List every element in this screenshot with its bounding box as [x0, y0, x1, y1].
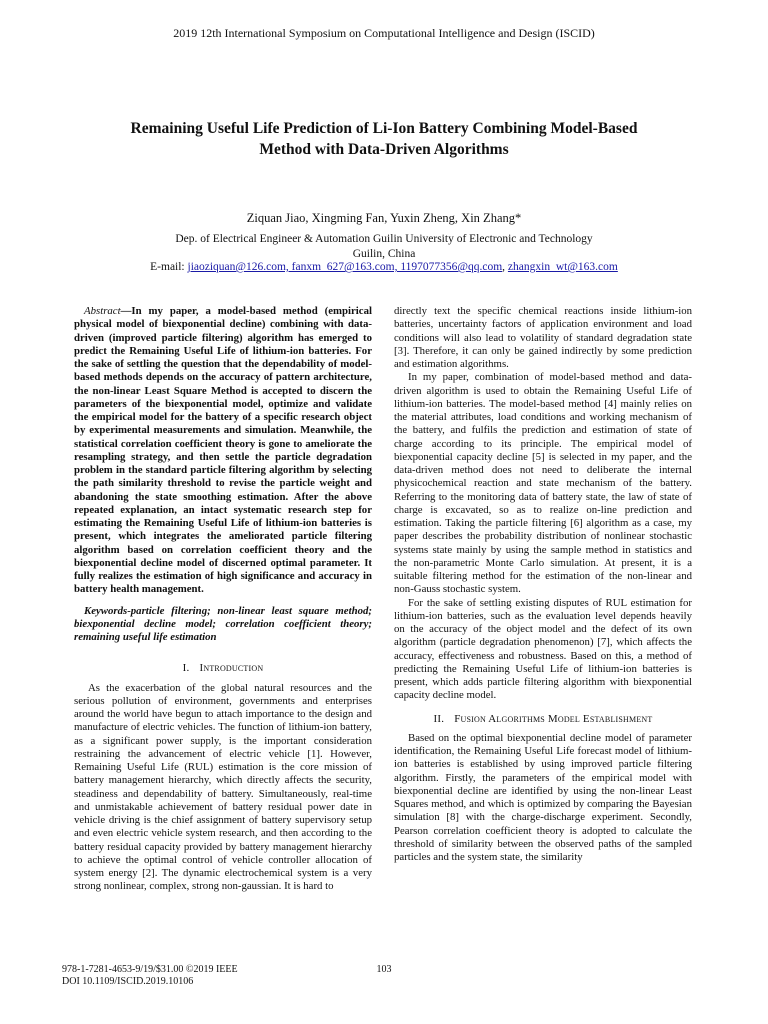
affiliation-line-1: Dep. of Electrical Engineer & Automation Guilin University of Electronic and Technology [175, 233, 593, 245]
email-link-last[interactable]: zhangxin_wt@163.com [507, 261, 618, 273]
email-links[interactable]: jiaoziquan@126.com, fanxm_627@163.com, 1197077356@qq.com [187, 261, 503, 273]
email-label: E-mail: [150, 261, 188, 273]
intro-paragraph: As the exacerbation of the global natural resources and the serious pollution of environment, governments and enterprises around the world have begun to attach importance to the design and manufacture of electric vehicles. The function of lithium-ion battery, as a significant power supply, is the important consideration restraining the advancement of electric vehicle [1]. However, Remaining Useful Life (RUL) estimation is the core mission of battery management hierarchy, which directly affects the security, steadiness and dependability of battery. Simultaneously, real-time and unmistakable achievement of battery residual power date in vehicle driving is the chief assignment of battery supervisory setup and even electric vehicle system research, and then according to the battery residual capacity provided by battery management hierarchy to achieve the optimal control of vehicle controller allocation of system energy [2]. The dynamic electrochemical system is a very strong nonlinear, complex, strong non-gaussian. It is hard to [74, 681, 372, 893]
keywords: Keywords-particle filtering; non-linear least square method; biexponential decline model; correlation coefficient theory; remaining useful life estimation [74, 604, 372, 643]
author-list: Ziquan Jiao, Xingming Fan, Yuxin Zheng, Xin Zhang* [246, 211, 522, 225]
affiliation [0, 232, 768, 261]
email-line [0, 261, 768, 273]
intro-paragraph-2: In my paper, combination of model-based method and data-driven algorithm is used to obtain the Remaining Useful Life of lithium-ion batteries. The model-based method [4] mainly relies on the material attributes, load conditions and working mechanism of the battery, and fulfils the prediction and estimation of state of charge according to its principle. The empirical model of biexponential capacity decline [5] is selected in my paper, and the data-driven method does not need to deliberate the internal physicochemical reaction and state mechanism of the battery. Referring to the monitoring data of battery state, the law of state of charge is excavated, so as to realize on-line prediction and estimation. Taking the particle filtering [6] algorithm as a case, my paper describes the probability distribution of nonlinear stochastic systems state mainly by using the sample method in statistics and the non-parametric Monte Carlo simulation. At present, it is a suitable filtering method for the estimation of the non-linear and non-Gauss stochastic system. [394, 371, 692, 596]
footer-doi: DOI 10.1109/ISCID.2019.10106 [62, 976, 194, 987]
email-separator: , [502, 261, 508, 273]
intro-paragraph-3: For the sake of settling existing disputes of RUL estimation for lithium-ion batteries, such as the evaluation level depends heavily on the accuracy of the object model and the defect of its own algorithm (particle degradation phenomenon) [7], which affects the accuracy, effectiveness and robustness. Based on this, a method of predicting the Remaining Useful Life of lithium-ion batteries is present, which adds particle filtering algorithm with biexponential capacity decline model. [394, 596, 692, 702]
abstract-label: Abstract [84, 305, 121, 317]
section-title: Fusion Algorithms Model Establishment [454, 712, 653, 725]
footer-isbn: 978-1-7281-4653-9/19/$31.00 ©2019 IEEE [62, 964, 238, 975]
paper-title-line-1: Remaining Useful Life Prediction of Li-Ion Battery Combining Model-Based [130, 120, 638, 137]
section2-paragraph: Based on the optimal biexponential decline model of parameter identification, the Remaining Useful Life forecast model of lithium-ion batteries is established by using improved particle filtering algorithm. Firstly, the parameters of the empirical model with biexponential decline are identified by using the non-linear Least Squares method, and which is optimized by comparing the Bayesian simulation [8] with the charge-discharge experiment. Secondly, Pearson correlation coefficient theory is adopted to calculate the threshold of similarity between the observed paths of the sampled particles and the system state, the similarity [394, 731, 692, 863]
paper-title-line-2: Method with Data-Driven Algorithms [259, 141, 509, 158]
section-heading-fusion [394, 713, 692, 726]
section-number: II. [433, 712, 445, 725]
page-number: 103 [376, 964, 392, 975]
conference-header: 2019 12th International Symposium on Computational Intelligence and Design (ISCID) [173, 26, 595, 40]
abstract-text: —In my paper, a model-based method (empirical physical model of biexponential decline) combining with data-driven (improved particle filtering) algorithm has emerged to predict the Remaining Useful Life of lithium-ion batteries. For the sake of settling the question that the dependability of model-based methods depends on the accuracy of pattern architecture, the non-linear Least Square Method is accepted to discern the parameters of the biexponential model, optimize and validate the empirical model for the battery of a specific research object by experimental measurements and simulation. Meanwhile, the statistical correlation coefficient theory is gone to ameliorate the resampling strategy, and then settle the particle degradation problem in the standard particle filtering algorithm by selecting the path similarity threshold to revise the particle weight and abandoning the state smoothing estimation. After the above repeated explanation, an intact systematic research step for estimating the Remaining Useful Life of lithium-ion batteries is present, which integrates the ameliorated particle filtering algorithm based on correlation coefficient theory and the biexponential decline model of discerned optimal parameter. It fully realizes the estimation of high significance and accuracy in battery health management. [74, 305, 372, 596]
left-column [74, 305, 372, 894]
affiliation-line-2: Guilin, China [352, 247, 416, 260]
right-column [394, 305, 692, 864]
section-title: Introduction [199, 662, 264, 675]
section-number: I. [182, 662, 190, 675]
section-heading-introduction [74, 662, 372, 675]
intro-continued-paragraph: directly text the specific chemical reactions inside lithium-ion batteries, uncertainty factors of application environment and load conditions will also lead to volatility of standard degradation state [3]. Therefore, it can only be gained indirectly by some prediction and estimation algorithms. [394, 305, 692, 370]
abstract [74, 305, 372, 597]
paper-title [60, 118, 708, 160]
